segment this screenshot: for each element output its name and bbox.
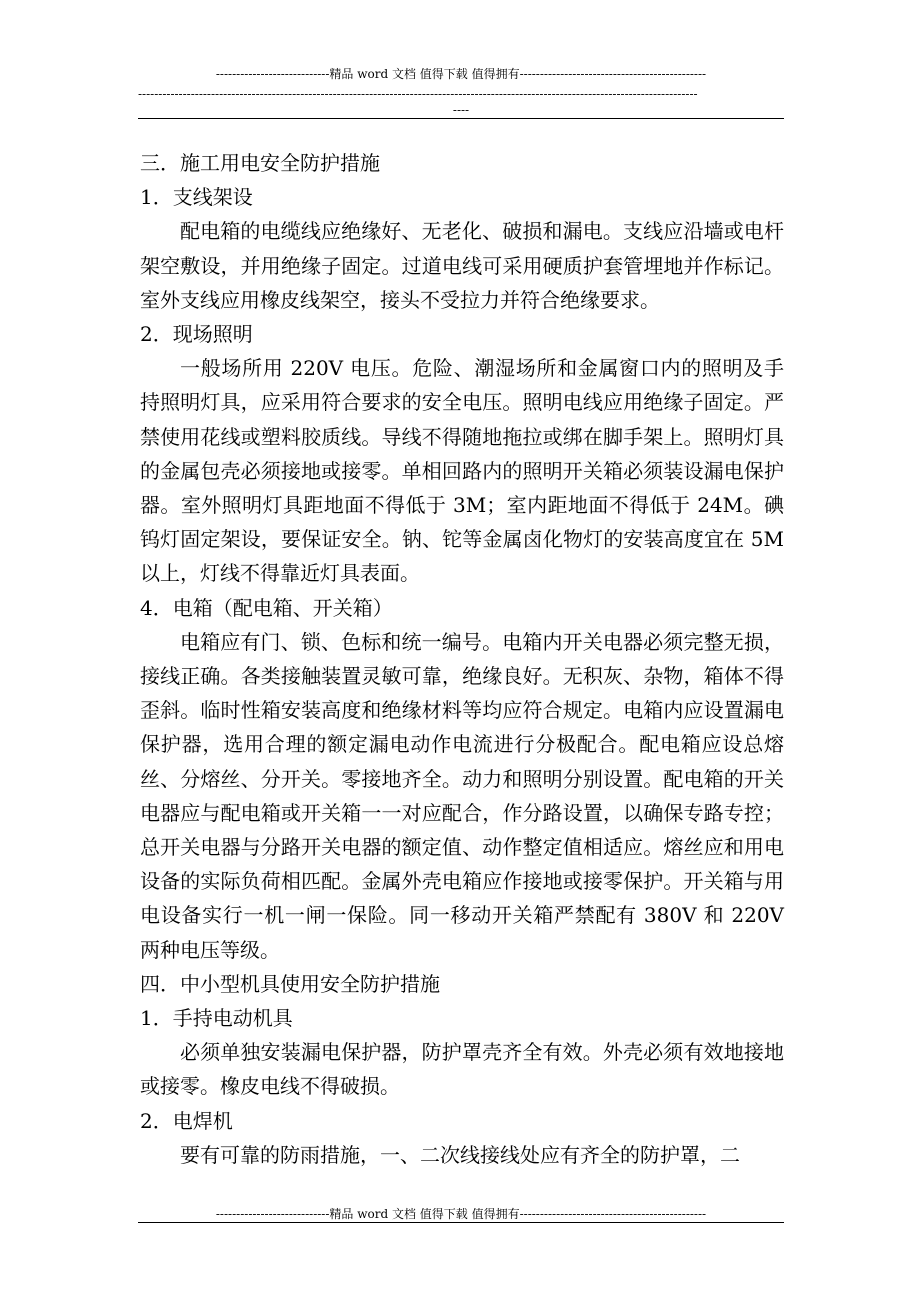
paragraph: 配电箱的电缆线应绝缘好、无老化、破损和漏电。支线应沿墙或电杆架空敷设，并用绝缘子固定。过道电线可采用硬质护套管埋地并作标记。室外支线应用橡皮线架空，接头不受拉力并符合绝缘要求。 (140, 219, 784, 312)
paragraph: 电箱应有门、锁、色标和统一编号。电箱内开关电器必须完整无损，接线正确。各类接触装置灵敏可靠，绝缘良好。无积灰、杂物，箱体不得歪斜。临时性箱安装高度和绝缘材料等均应符合规定。电箱内应设置漏电保护器，选用合理的额定漏电动作电流进行分极配合。配电箱应设总熔丝、分熔丝、分开关。零接地齐全。动力和照明分别设置。配电箱的开关电器应与配电箱或开关箱一一对应配合，作分路设置，以确保专路专控；总开关电器与分路开关电器的额定值、动作整定值相适应。熔丝应和用电设备的实际负荷相匹配。金属外壳电箱应作接地或接零保护。开关箱与用电设备实行一机一闸一保险。同一移动开关箱严禁配有 380V 和 220V 两种电压等级。 (140, 629, 784, 962)
paragraph: 一般场所用 220V 电压。危险、潮湿场所和金属窗口内的照明及手持照明灯具，应采用符合要求的安全电压。照明电线应用绝缘子固定。严禁使用花线或塑料胶质线。导线不得随地拖拉或绑在脚手架上。照明灯具的金属包壳必须接地或接零。单相回路内的照明开关箱必须装设漏电保护器。室外照明灯具距地面不得低于 3M；室内距地面不得低于 24M。碘钨灯固定架设，要保证安全。钠、铊等金属卤化物灯的安装高度宜在 5M 以上，灯线不得靠近灯具表面。 (140, 356, 784, 586)
header-dash-tail: ---- (452, 103, 470, 117)
section-heading: 三．施工用电安全防护措施 (140, 151, 380, 175)
subsection-heading: 4．电箱（配电箱、开关箱） (140, 595, 393, 620)
footer-rule (138, 1222, 784, 1223)
paragraph: 必须单独安装漏电保护器，防护罩壳齐全有效。外壳必须有效地接地或接零。橡皮电线不得破损。 (140, 1040, 784, 1099)
subsection-heading: 1．手持电动机具 (140, 1006, 293, 1031)
header-rule (138, 118, 784, 119)
subsection-heading: 2．现场照明 (140, 322, 253, 347)
document-body (140, 146, 784, 1172)
paragraph: 要有可靠的防雨措施，一、二次线接线处应有齐全的防护罩，二 (180, 1142, 740, 1167)
section-heading: 四．中小型机具使用安全防护措施 (140, 971, 440, 996)
subsection-heading: 1．支线架设 (140, 185, 253, 210)
header-banner: ----------------------------精品 word 文档 值得下载 值得拥有---------------------------------------------- (215, 67, 707, 81)
footer-banner: ----------------------------精品 word 文档 值得下载 值得拥有---------------------------------------------- (215, 1207, 707, 1221)
subsection-heading: 2．电焊机 (140, 1108, 233, 1133)
header-dash-row: ------------------------------------------------------------------------------------------------------------------------------------------ (138, 87, 698, 101)
